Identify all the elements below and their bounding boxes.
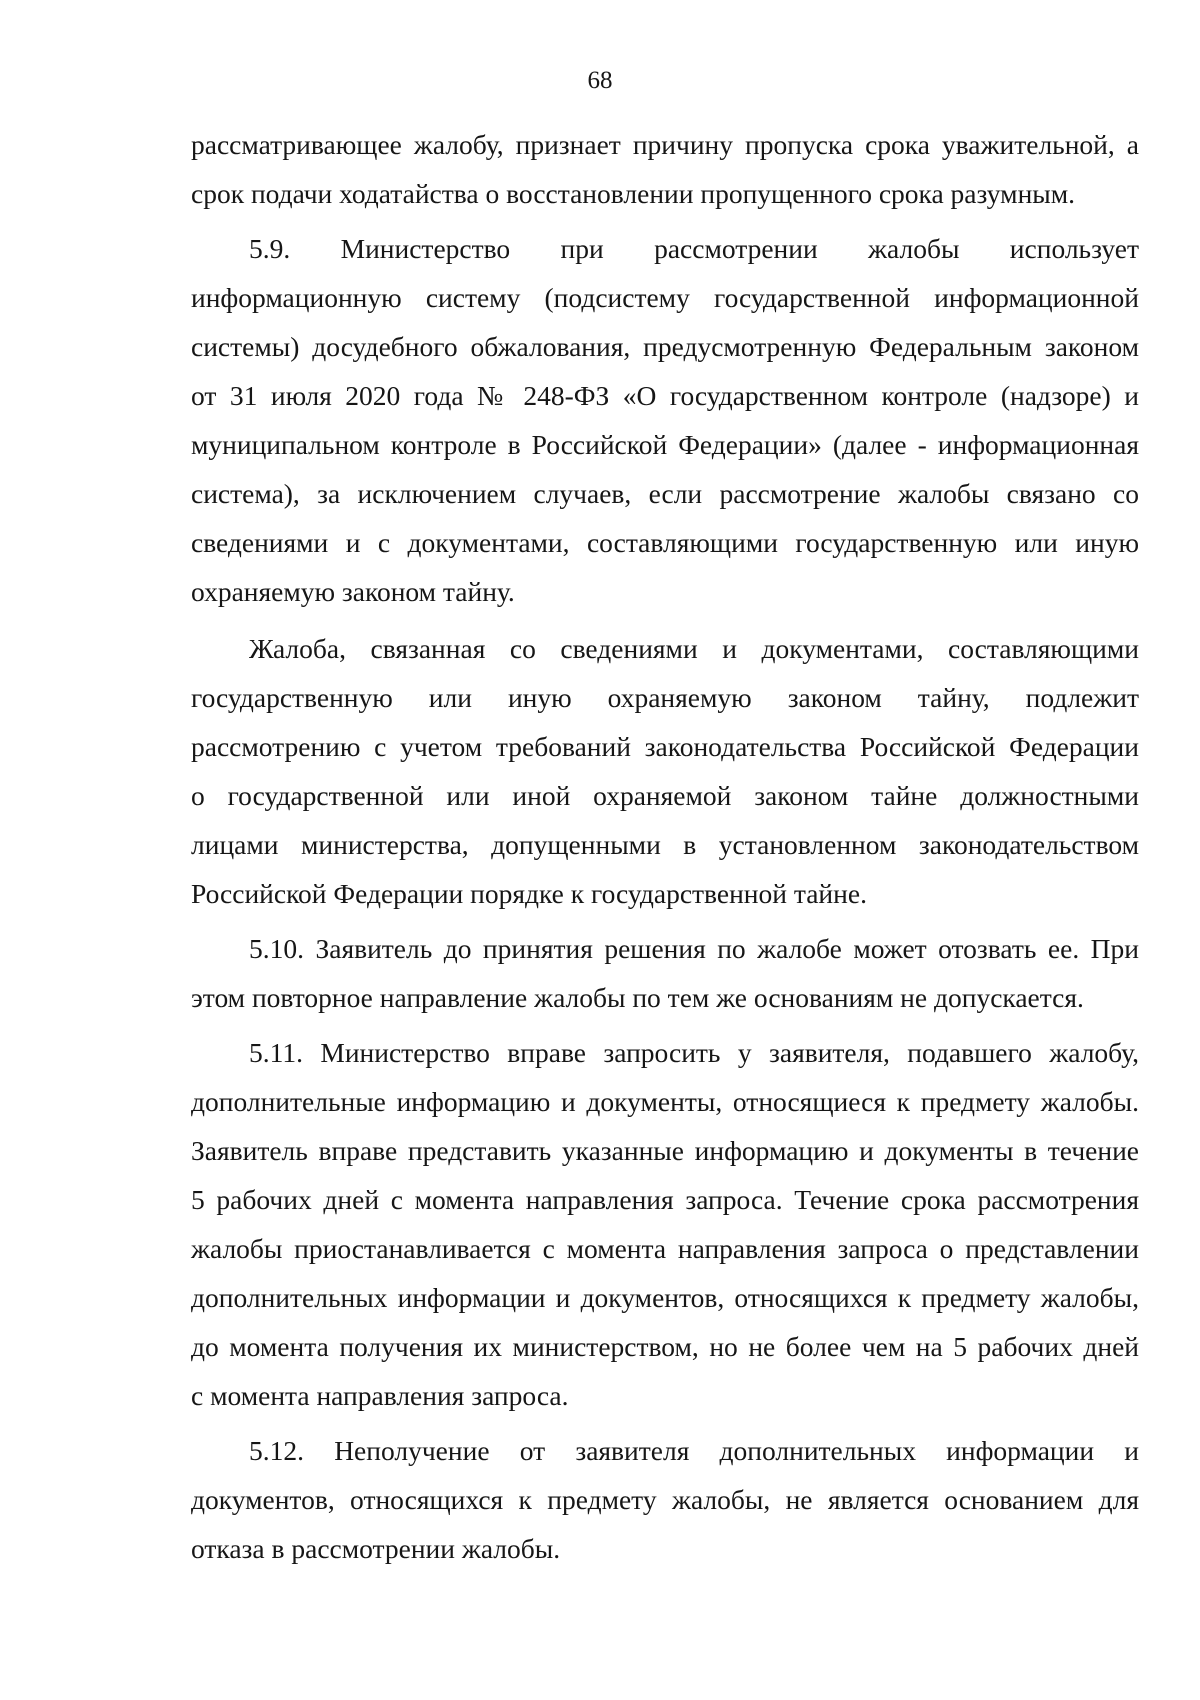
text-line: до момента получения их министерством, но не более чем на 5 рабочих дней xyxy=(191,1331,1139,1362)
text-line: сведениями и с документами, составляющими государственную или иную xyxy=(191,527,1139,558)
text-line: муниципальном контроле в Российской Федерации» (далее - информационная xyxy=(191,429,1139,460)
paragraph-5-10 xyxy=(191,924,1139,1022)
text-line: рассмотрению с учетом требований законодательства Российской Федерации xyxy=(191,731,1139,762)
text-line: государственную или иную охраняемую законом тайну, подлежит xyxy=(191,682,1139,713)
text-line: информационную систему (подсистему государственной информационной xyxy=(191,282,1139,313)
text-line: дополнительные информацию и документы, относящиеся к предмету жалобы. xyxy=(191,1086,1139,1117)
text-line: с момента направления запроса. xyxy=(191,1380,569,1411)
text-line: Российской Федерации порядке к государственной тайне. xyxy=(191,878,867,909)
text-line: система), за исключением случаев, если рассмотрение жалобы связано со xyxy=(191,478,1139,509)
text-line: о государственной или иной охраняемой законом тайне должностными xyxy=(191,780,1139,811)
text-line: срок подачи ходатайства о восстановлении пропущенного срока разумным. xyxy=(191,178,1076,209)
text-line: этом повторное направление жалобы по тем же основаниям не допускается. xyxy=(191,982,1084,1013)
paragraph-5-12 xyxy=(191,1426,1139,1573)
text-line: 5.11. Министерство вправе запросить у заявителя, подавшего жалобу, xyxy=(249,1037,1139,1068)
text-line: охраняемую законом тайну. xyxy=(191,576,515,607)
page-number: 68 xyxy=(587,67,613,94)
text-line: 5.12. Неполучение от заявителя дополнительных информации и xyxy=(249,1435,1139,1466)
text-line: от 31 июля 2020 года № 248-ФЗ «О государственном контроле (надзоре) и xyxy=(191,380,1139,411)
paragraph-continuation xyxy=(191,120,1139,218)
document-body xyxy=(191,120,1139,1573)
text-line: Жалоба, связанная со сведениями и документами, составляющими xyxy=(249,633,1139,664)
text-line: 5 рабочих дней с момента направления запроса. Течение срока рассмотрения xyxy=(191,1184,1139,1215)
paragraph-secret-complaints xyxy=(191,624,1139,918)
text-line: системы) досудебного обжалования, предусмотренную Федеральным законом xyxy=(191,331,1139,362)
text-line: дополнительных информации и документов, относящихся к предмету жалобы, xyxy=(191,1282,1139,1313)
text-line: 5.10. Заявитель до принятия решения по жалобе может отозвать ее. При xyxy=(249,933,1139,964)
text-line: документов, относящихся к предмету жалобы, не является основанием для xyxy=(191,1484,1139,1515)
paragraph-5-9 xyxy=(191,224,1139,616)
text-line: жалобы приостанавливается с момента направления запроса о представлении xyxy=(191,1233,1139,1264)
text-line: лицами министерства, допущенными в установленном законодательством xyxy=(191,829,1139,860)
text-line: 5.9. Министерство при рассмотрении жалобы использует xyxy=(249,233,1139,264)
text-line: отказа в рассмотрении жалобы. xyxy=(191,1533,561,1564)
text-line: Заявитель вправе представить указанные информацию и документы в течение xyxy=(191,1135,1139,1166)
paragraph-5-11 xyxy=(191,1028,1139,1420)
text-line: рассматривающее жалобу, признает причину пропуска срока уважительной, а xyxy=(191,129,1139,160)
